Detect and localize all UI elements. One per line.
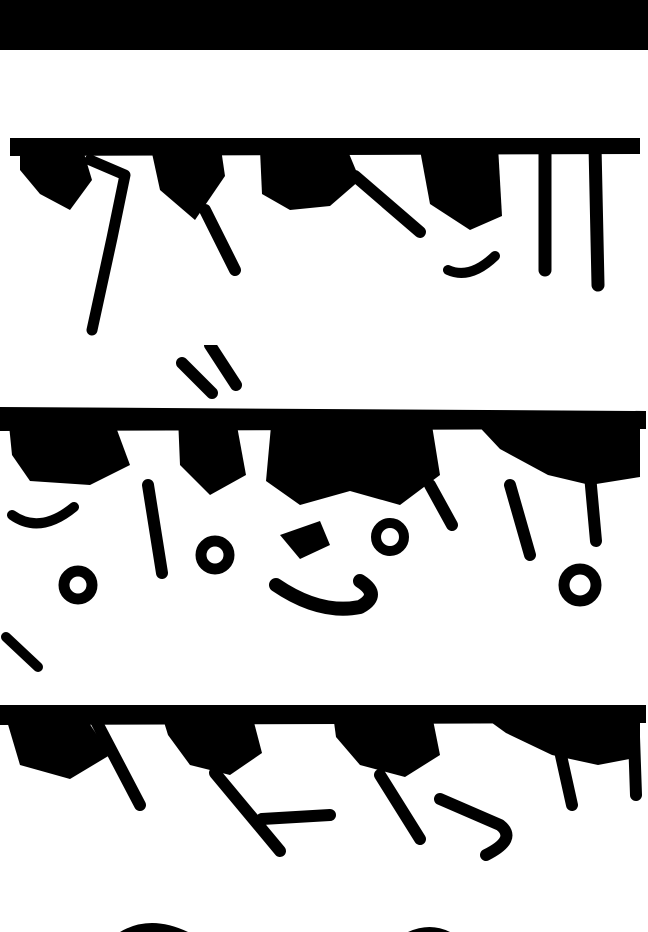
text-line-3 bbox=[0, 625, 648, 875]
text-line-1 bbox=[0, 120, 648, 350]
top-border-rule bbox=[0, 0, 648, 50]
next-line-fragment bbox=[0, 900, 648, 932]
text-line-2 bbox=[0, 345, 648, 635]
